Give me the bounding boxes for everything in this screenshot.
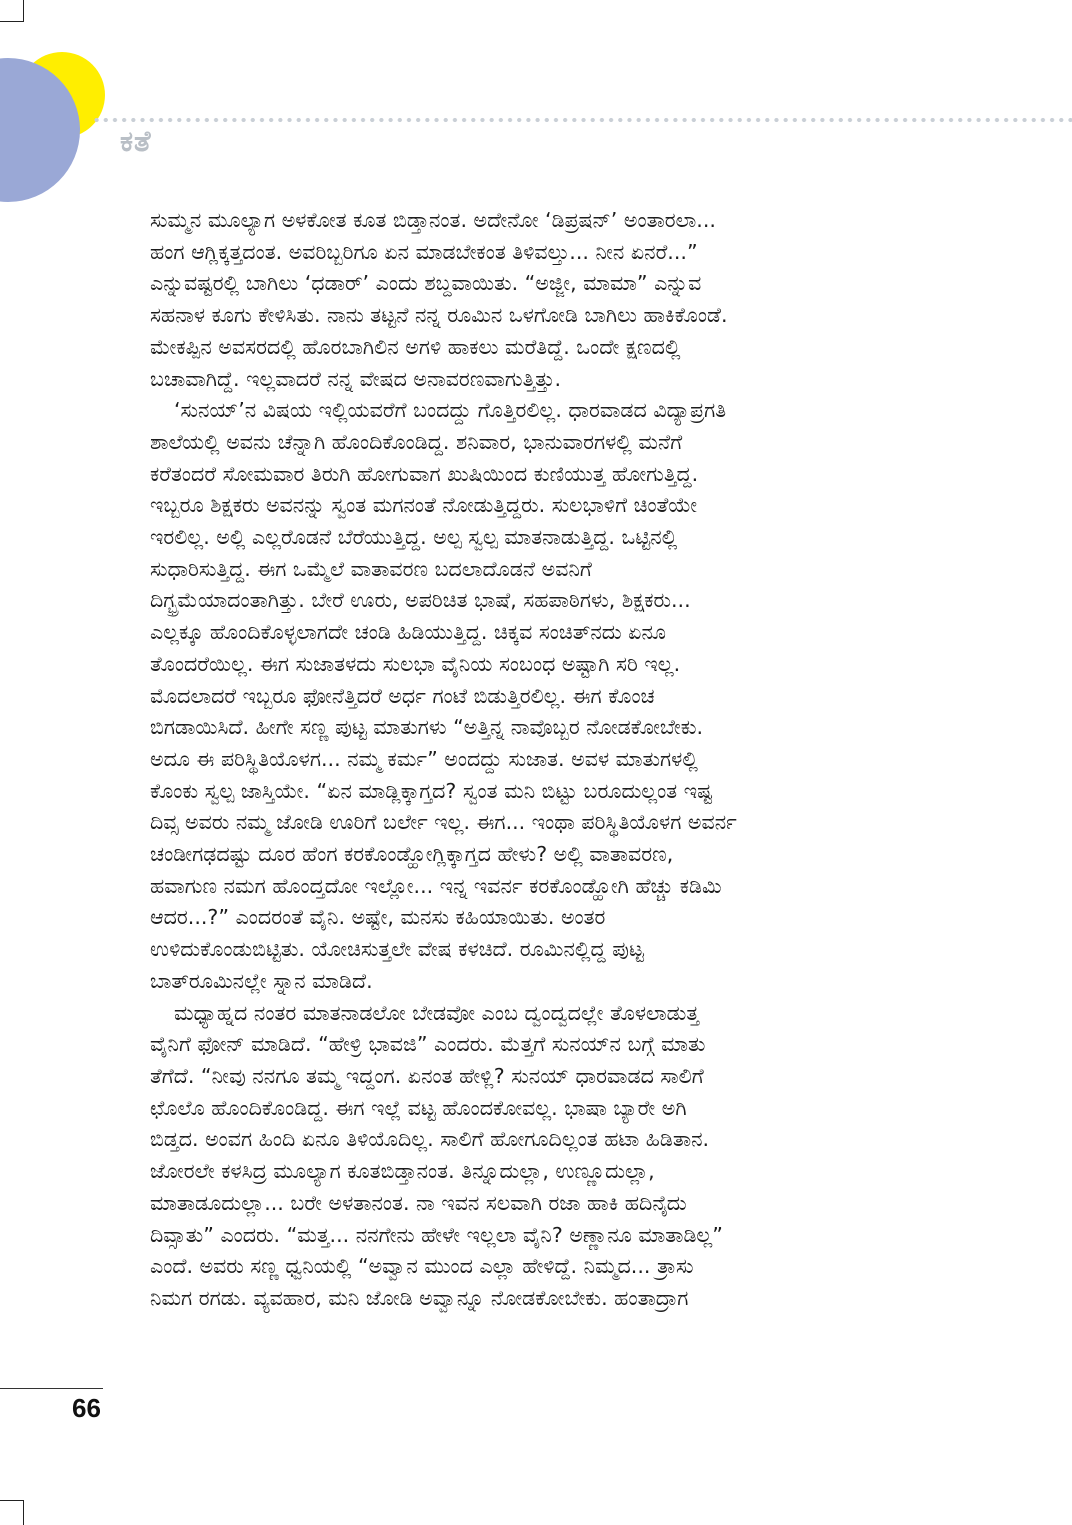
- text-line: ಬಿಗಡಾಯಿಸಿದೆ. ಹೀಗೇ ಸಣ್ಣ ಪುಟ್ಟ ಮಾತುಗಳು “ಅತ್ತಿನ್ನ ನಾವೊಬ್ಬರ ನೋಡಕೋಬೇಕು.: [150, 715, 704, 740]
- text-line: ಇಬ್ಬರೂ ಶಿಕ್ಷಕರು ಅವನನ್ನು ಸ್ವಂತ ಮಗನಂತೆ ನೋಡುತ್ತಿದ್ದರು. ಸುಲಭಾಳಿಗೆ ಚಿಂತೆಯೇ: [150, 493, 698, 518]
- paragraph-2: [150, 395, 895, 997]
- text-line: ದಿಗ್ಭ್ರಮೆಯಾದಂತಾಗಿತ್ತು. ಬೇರೆ ಊರು, ಅಪರಿಚಿತ ಭಾಷೆ, ಸಹಪಾಠಿಗಳು, ಶಿಕ್ಷಕರು...: [150, 588, 691, 613]
- paragraph-3: [150, 998, 895, 1315]
- text-line: ಛೊಲೊ ಹೊಂದಿಕೊಂಡಿದ್ದ. ಈಗ ಇಲ್ಲೆ ವಟ್ಟ ಹೊಂದಕೋವಲ್ಲ. ಭಾಷಾ ಬ್ಯಾರೇ ಅಗಿ: [150, 1095, 687, 1120]
- text-line: ಜೋರಲೇ ಕಳಸಿದ್ರ ಮೂಲ್ಯಾಗ ಕೂತಬಿಡ್ತಾನಂತ. ತಿನ್ನೂದುಲ್ಲಾ, ಉಣ್ಣೂದುಲ್ಲಾ,: [150, 1159, 655, 1184]
- text-line: ಹವಾಗುಣ ನಮಗ ಹೊಂದ್ತದೋ ಇಲ್ಲೋ... ಇನ್ನ ಇವರ್ನ ಕರಕೊಂಡ್ಹೋಗಿ ಹೆಚ್ಚು ಕಡಿಮಿ: [150, 873, 722, 898]
- text-line: ಮೇಕಪ್ಪಿನ ಅವಸರದಲ್ಲಿ ಹೊರಬಾಗಿಲಿನ ಅಗಳಿ ಹಾಕಲು ಮರೆತಿದ್ದೆ. ಒಂದೇ ಕ್ಷಣದಲ್ಲಿ: [150, 334, 681, 359]
- folio-rule: [0, 1388, 103, 1389]
- text-line: ಸಹನಾಳ ಕೂಗು ಕೇಳಿಸಿತು. ನಾನು ತಟ್ಟನೆ ನನ್ನ ರೂಮಿನ ಒಳಗೋಡಿ ಬಾಗಿಲು ಹಾಕಿಕೊಂಡೆ.: [150, 303, 728, 328]
- text-line: ತೊಂದರೆಯಿಲ್ಲ. ಈಗ ಸುಜಾತಳದು ಸುಲಭಾ ವೈನಿಯ ಸಂಬಂಧ ಅಷ್ಟಾಗಿ ಸರಿ ಇಲ್ಲ.: [150, 651, 681, 676]
- text-line: ಮಾತಾಡೂದುಲ್ಲಾ... ಬರೇ ಅಳತಾನಂತ. ನಾ ಇವನ ಸಲವಾಗಿ ರಜಾ ಹಾಕಿ ಹದಿನೈದು: [150, 1190, 687, 1215]
- text-line: ಹಂಗ ಆಗ್ಲಿಕ್ಕತ್ತದಂತ. ಅವರಿಬ್ಬರಿಗೂ ಏನ ಮಾಡಬೇಕಂತ ತಿಳಿವಲ್ತು... ನೀನ ಏನರೆ...”: [150, 239, 698, 264]
- text-line: ಉಳಿದುಕೊಂಡುಬಿಟ್ಟಿತು. ಯೋಚಿಸುತ್ತಲೇ ವೇಷ ಕಳಚಿದೆ. ರೂಮಿನಲ್ಲಿದ್ದ ಪುಟ್ಟ: [150, 937, 644, 962]
- section-label: ಕತೆ: [120, 124, 152, 158]
- text-line: ಬಚಾವಾಗಿದ್ದೆ. ಇಲ್ಲವಾದರೆ ನನ್ನ ವೇಷದ ಅನಾವರಣವಾಗುತ್ತಿತ್ತು.: [150, 366, 562, 391]
- text-line: ಚಂಡೀಗಢದಷ್ಟು ದೂರ ಹೆಂಗ ಕರಕೊಂಡ್ಹೋಗ್ಲಿಕ್ಕಾಗ್ತದ ಹೇಳು? ಅಲ್ಲಿ ವಾತಾವರಣ,: [150, 842, 674, 867]
- dotted-rule: [92, 117, 1072, 123]
- text-line: ದಿವ್ಸಾತು” ಎಂದರು. “ಮತ್ತ... ನನಗೇನು ಹೇಳೇ ಇಲ್ಲಲಾ ವೈನಿ? ಅಣ್ಣಾನೂ ಮಾತಾಡಿಲ್ಲ”: [150, 1222, 723, 1247]
- story-body: [150, 205, 895, 1315]
- crop-mark-bottom-vertical: [23, 1500, 24, 1525]
- text-line: ಇರಲಿಲ್ಲ. ಅಲ್ಲಿ ಎಲ್ಲರೊಡನೆ ಬೆರೆಯುತ್ತಿದ್ದ. ಅಲ್ಪ ಸ್ವಲ್ಪ ಮಾತನಾಡುತ್ತಿದ್ದ. ಒಟ್ಟಿನಲ್ಲಿ: [150, 525, 678, 550]
- text-line: ಶಾಲೆಯಲ್ಲಿ ಅವನು ಚೆನ್ನಾಗಿ ಹೊಂದಿಕೊಂಡಿದ್ದ. ಶನಿವಾರ, ಭಾನುವಾರಗಳಲ್ಲಿ ಮನೆಗೆ: [150, 429, 683, 454]
- text-line: ವೈನಿಗೆ ಫೋನ್ ಮಾಡಿದೆ. “ಹೇಳ್ರಿ ಭಾವಜಿ” ಎಂದರು. ಮೆತ್ತಗೆ ಸುನಯ್‌ನ ಬಗ್ಗೆ ಮಾತು: [150, 1032, 706, 1057]
- text-line: ಬಾತ್‌ರೂಮಿನಲ್ಲೇ ಸ್ನಾನ ಮಾಡಿದೆ.: [150, 968, 373, 993]
- text-line: ಎಲ್ಲಕ್ಕೂ ಹೊಂದಿಕೊಳ್ಳಲಾಗದೇ ಚಂಡಿ ಹಿಡಿಯುತ್ತಿದ್ದ. ಚಿಕ್ಕವ ಸಂಚಿತ್‌ನದು ಏನೂ: [150, 620, 667, 645]
- text-line: ಮೊದಲಾದರೆ ಇಬ್ಬರೂ ಫೋನೆತ್ತಿದರೆ ಅರ್ಧ ಗಂಟೆ ಬಿಡುತ್ತಿರಲಿಲ್ಲ. ಈಗ ಕೊಂಚ: [150, 683, 655, 708]
- text-line: ತೆಗೆದೆ. “ನೀವು ನನಗೂ ತಮ್ಮ ಇದ್ದಂಗ. ಏನಂತ ಹೇಳ್ಲಿ? ಸುನಯ್ ಧಾರವಾಡದ ಸಾಲಿಗೆ: [150, 1063, 704, 1088]
- text-line: ಕರೆತಂದರೆ ಸೋಮವಾರ ತಿರುಗಿ ಹೋಗುವಾಗ ಖುಷಿಯಿಂದ ಕುಣಿಯುತ್ತ ಹೋಗುತ್ತಿದ್ದ.: [150, 461, 699, 486]
- text-line: ಎಂದೆ. ಅವರು ಸಣ್ಣ ಧ್ವನಿಯಲ್ಲಿ “ಅವ್ವಾನ ಮುಂದ ಎಲ್ಲಾ ಹೇಳಿದ್ದೆ. ನಿಮ್ಮದ... ತ್ರಾಸು: [150, 1254, 694, 1279]
- text-line: ಮಧ್ಯಾಹ್ನದ ನಂತರ ಮಾತನಾಡಲೋ ಬೇಡವೋ ಎಂಬ ದ್ವಂದ್ವದಲ್ಲೇ ತೊಳಲಾಡುತ್ತ: [174, 1000, 699, 1025]
- text-line: ನಿಮಗ ರಗಡು. ವ್ಯವಹಾರ, ಮನಿ ಜೋಡಿ ಅವ್ವಾನ್ನೂ ನೋಡಕೋಬೇಕು. ಹಂತಾದ್ರಾಗ: [150, 1285, 689, 1310]
- paragraph-1: [150, 205, 895, 395]
- crop-mark-bottom-horizontal: [0, 1500, 24, 1501]
- text-line: ಅದೂ ಈ ಪರಿಸ್ಥಿತಿಯೊಳಗ... ನಮ್ಮ ಕರ್ಮ” ಅಂದದ್ದು ಸುಜಾತ. ಅವಳ ಮಾತುಗಳಲ್ಲಿ: [150, 746, 698, 771]
- text-line: ಎನ್ನುವಷ್ಟರಲ್ಲಿ ಬಾಗಿಲು ‘ಧಡಾರ್’ ಎಂದು ಶಬ್ದವಾಯಿತು. “ಅಜ್ಜೀ, ಮಾಮಾ” ಎನ್ನುವ: [150, 271, 702, 296]
- text-line: ‘ಸುನಯ್’ನ ವಿಷಯ ಇಲ್ಲಿಯವರೆಗೆ ಬಂದದ್ದು ಗೊತ್ತಿರಲಿಲ್ಲ. ಧಾರವಾಡದ ವಿದ್ಯಾಪ್ರಗತಿ: [174, 398, 727, 423]
- text-line: ದಿವ್ಸ ಅವರು ನಮ್ಮ ಜೋಡಿ ಊರಿಗೆ ಬರ್ಲೇ ಇಲ್ಲ. ಈಗ... ಇಂಥಾ ಪರಿಸ್ಥಿತಿಯೊಳಗ ಅವರ್ನ: [150, 810, 737, 835]
- text-line: ಕೊಂಕು ಸ್ವಲ್ಪ ಜಾಸ್ತಿಯೇ. “ಏನ ಮಾಡ್ಲಿಕ್ಕಾಗ್ತದ? ಸ್ವಂತ ಮನಿ ಬಿಟ್ಟು ಬರೂದುಲ್ಲಂತ ಇಷ್ಟ: [150, 778, 713, 803]
- text-line: ಆದರ...?” ಎಂದರಂತೆ ವೈನಿ. ಅಷ್ಟೇ, ಮನಸು ಕಹಿಯಾಯಿತು. ಅಂತರ: [150, 905, 606, 930]
- page-number: 66: [72, 1393, 101, 1423]
- text-line: ಸುಧಾರಿಸುತ್ತಿದ್ದ. ಈಗ ಒಮ್ಮೆಲೆ ವಾತಾವರಣ ಬದಲಾದೊಡನೆ ಅವನಿಗೆ: [150, 556, 592, 581]
- text-line: ಬಿಡ್ತದ. ಅಂವಗ ಹಿಂದಿ ಏನೂ ತಿಳಿಯೊದಿಲ್ಲ. ಸಾಲಿಗೆ ಹೋಗೂದಿಲ್ಲಂತ ಹಟಾ ಹಿಡಿತಾನ.: [150, 1127, 710, 1152]
- text-line: ಸುಮ್ಮನ ಮೂಲ್ಯಾಗ ಅಳಕೋತ ಕೂತ ಬಿಡ್ತಾನಂತ. ಅದೇನೋ ‘ಡಿಪ್ರಷನ್’ ಅಂತಾರಲಾ...: [150, 208, 716, 232]
- decorative-circles: [0, 0, 120, 210]
